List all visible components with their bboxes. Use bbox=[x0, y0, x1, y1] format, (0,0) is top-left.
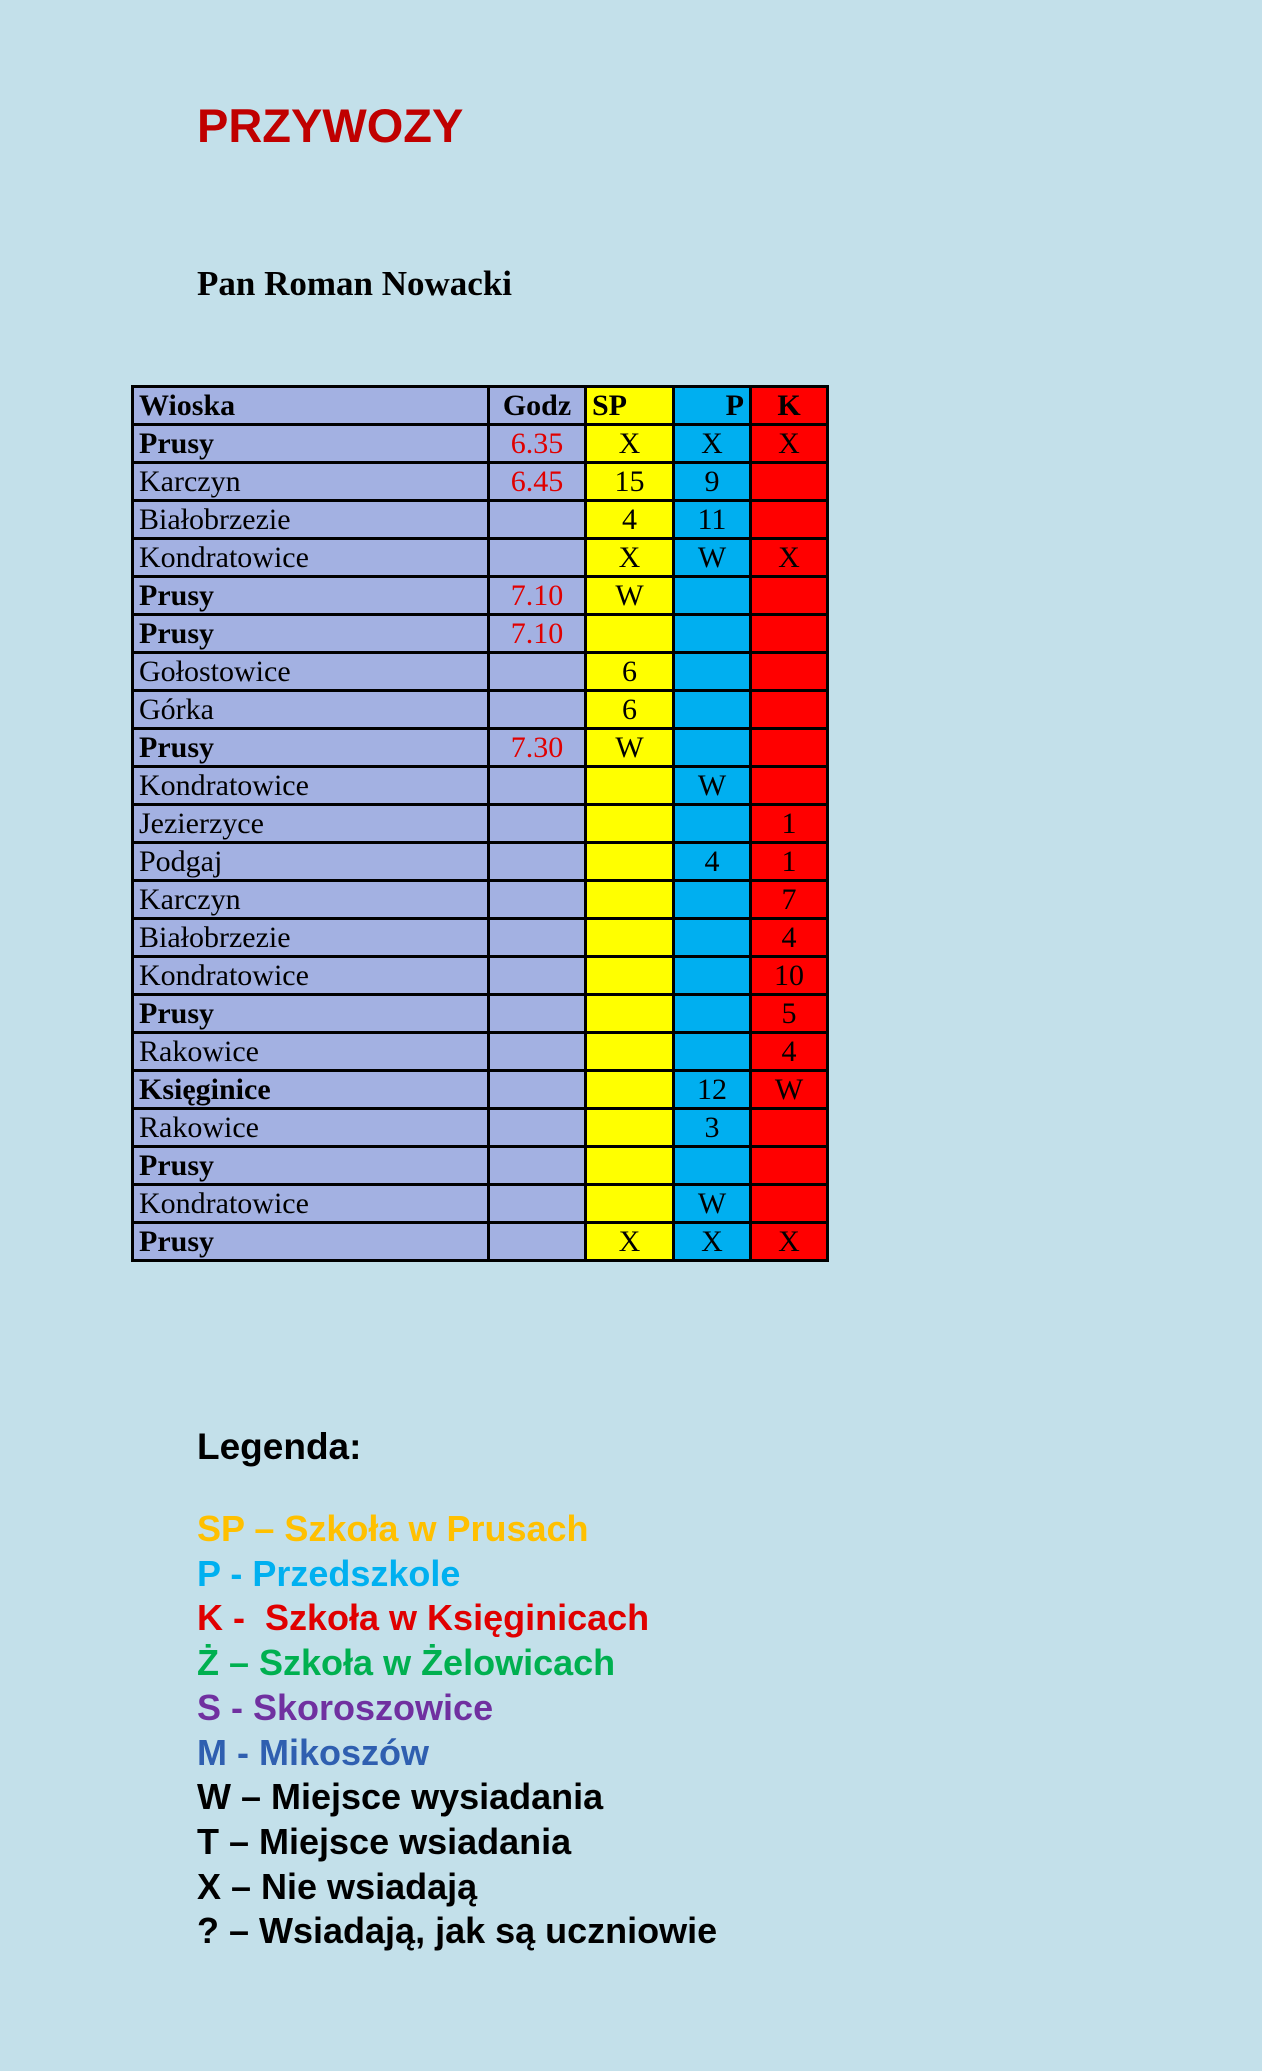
cell-wioska: Kondratowice bbox=[133, 1185, 489, 1223]
legend-item: P - Przedszkole bbox=[197, 1552, 461, 1594]
table-row bbox=[133, 767, 828, 805]
table-row bbox=[133, 881, 828, 919]
cell-wioska: Prusy bbox=[133, 1223, 489, 1261]
legend-item: M - Mikoszów bbox=[197, 1731, 429, 1773]
table-row bbox=[133, 1071, 828, 1109]
cell-godz: 7.30 bbox=[489, 729, 586, 767]
cell-godz: 6.35 bbox=[489, 425, 586, 463]
cell-wioska: Prusy bbox=[133, 577, 489, 615]
cell-godz bbox=[489, 1147, 586, 1185]
cell-p bbox=[674, 805, 751, 843]
table-row bbox=[133, 1033, 828, 1071]
legend-item: Ż – Szkoła w Żelowicach bbox=[197, 1642, 616, 1684]
cell-p bbox=[674, 729, 751, 767]
header-godz: Godz bbox=[489, 387, 586, 425]
cell-wioska: Rakowice bbox=[133, 1109, 489, 1147]
cell-godz bbox=[489, 767, 586, 805]
cell-wioska: Księginice bbox=[133, 1071, 489, 1109]
cell-sp bbox=[586, 843, 674, 881]
cell-sp: 6 bbox=[586, 691, 674, 729]
legend-item: W – Miejsce wysiadania bbox=[197, 1776, 604, 1818]
cell-wioska: Gołostowice bbox=[133, 653, 489, 691]
cell-k bbox=[751, 653, 828, 691]
cell-wioska: Jezierzyce bbox=[133, 805, 489, 843]
page-title: PRZYWOZY bbox=[197, 99, 464, 152]
cell-sp: X bbox=[586, 1223, 674, 1261]
cell-p bbox=[674, 653, 751, 691]
table-row bbox=[133, 957, 828, 995]
cell-sp bbox=[586, 1185, 674, 1223]
cell-k bbox=[751, 615, 828, 653]
cell-p bbox=[674, 1147, 751, 1185]
cell-wioska: Kondratowice bbox=[133, 957, 489, 995]
legend-item: SP – Szkoła w Prusach bbox=[197, 1508, 589, 1549]
cell-p bbox=[674, 615, 751, 653]
cell-sp bbox=[586, 957, 674, 995]
table-row bbox=[133, 843, 828, 881]
cell-godz bbox=[489, 653, 586, 691]
cell-p bbox=[674, 691, 751, 729]
cell-sp bbox=[586, 995, 674, 1033]
table-row bbox=[133, 995, 828, 1033]
cell-sp: 4 bbox=[586, 501, 674, 539]
cell-k: 1 bbox=[751, 805, 828, 843]
cell-p bbox=[674, 919, 751, 957]
cell-k bbox=[751, 1147, 828, 1185]
cell-sp: X bbox=[586, 539, 674, 577]
cell-k bbox=[751, 501, 828, 539]
cell-p: W bbox=[674, 539, 751, 577]
legend-item: X – Nie wsiadają bbox=[197, 1865, 478, 1907]
driver-name: Pan Roman Nowacki bbox=[197, 264, 513, 303]
legend-item: ? – Wsiadają, jak są uczniowie bbox=[197, 1910, 718, 1952]
cell-sp: W bbox=[586, 577, 674, 615]
cell-k: 4 bbox=[751, 919, 828, 957]
cell-sp: 15 bbox=[586, 463, 674, 501]
table-header-row bbox=[133, 387, 828, 425]
cell-k bbox=[751, 691, 828, 729]
cell-k bbox=[751, 463, 828, 501]
cell-p: W bbox=[674, 1185, 751, 1223]
cell-godz bbox=[489, 995, 586, 1033]
cell-k: 10 bbox=[751, 957, 828, 995]
cell-wioska: Karczyn bbox=[133, 881, 489, 919]
cell-sp: 6 bbox=[586, 653, 674, 691]
cell-sp bbox=[586, 1147, 674, 1185]
cell-p bbox=[674, 1033, 751, 1071]
cell-wioska: Białobrzezie bbox=[133, 501, 489, 539]
cell-godz bbox=[489, 957, 586, 995]
header-wioska: Wioska bbox=[133, 387, 489, 425]
cell-p: 3 bbox=[674, 1109, 751, 1147]
cell-godz: 6.45 bbox=[489, 463, 586, 501]
cell-sp: X bbox=[586, 425, 674, 463]
table-row bbox=[133, 501, 828, 539]
cell-k: X bbox=[751, 539, 828, 577]
cell-p: 12 bbox=[674, 1071, 751, 1109]
cell-k: W bbox=[751, 1071, 828, 1109]
legend-item: S - Skoroszowice bbox=[197, 1686, 494, 1728]
cell-wioska: Prusy bbox=[133, 615, 489, 653]
cell-p bbox=[674, 995, 751, 1033]
header-k: K bbox=[751, 387, 828, 425]
cell-p: 4 bbox=[674, 843, 751, 881]
cell-godz bbox=[489, 501, 586, 539]
cell-k: 7 bbox=[751, 881, 828, 919]
cell-sp bbox=[586, 1071, 674, 1109]
cell-p: 11 bbox=[674, 501, 751, 539]
cell-wioska: Rakowice bbox=[133, 1033, 489, 1071]
cell-p bbox=[674, 957, 751, 995]
cell-wioska: Prusy bbox=[133, 729, 489, 767]
cell-wioska: Prusy bbox=[133, 995, 489, 1033]
table-row bbox=[133, 805, 828, 843]
table-row bbox=[133, 425, 828, 463]
cell-godz bbox=[489, 843, 586, 881]
cell-k bbox=[751, 767, 828, 805]
cell-wioska: Karczyn bbox=[133, 463, 489, 501]
cell-k bbox=[751, 1185, 828, 1223]
cell-p bbox=[674, 577, 751, 615]
table-row bbox=[133, 577, 828, 615]
cell-wioska: Górka bbox=[133, 691, 489, 729]
table-row bbox=[133, 1185, 828, 1223]
cell-godz: 7.10 bbox=[489, 615, 586, 653]
table-row bbox=[133, 1147, 828, 1185]
cell-sp bbox=[586, 615, 674, 653]
cell-sp bbox=[586, 1109, 674, 1147]
cell-k bbox=[751, 1109, 828, 1147]
table-row bbox=[133, 1223, 828, 1261]
table-row bbox=[133, 691, 828, 729]
table-row bbox=[133, 463, 828, 501]
table-row bbox=[133, 615, 828, 653]
cell-godz bbox=[489, 1033, 586, 1071]
cell-godz bbox=[489, 539, 586, 577]
cell-godz bbox=[489, 1185, 586, 1223]
schedule-table bbox=[131, 385, 829, 1262]
cell-sp: W bbox=[586, 729, 674, 767]
cell-p: X bbox=[674, 425, 751, 463]
cell-sp bbox=[586, 805, 674, 843]
cell-k: X bbox=[751, 425, 828, 463]
table-row bbox=[133, 653, 828, 691]
cell-sp bbox=[586, 1033, 674, 1071]
cell-godz bbox=[489, 805, 586, 843]
legend-list bbox=[197, 1507, 717, 1954]
cell-k bbox=[751, 729, 828, 767]
cell-sp bbox=[586, 881, 674, 919]
cell-p: W bbox=[674, 767, 751, 805]
cell-godz bbox=[489, 1223, 586, 1261]
cell-k bbox=[751, 577, 828, 615]
cell-wioska: Kondratowice bbox=[133, 767, 489, 805]
cell-godz bbox=[489, 1071, 586, 1109]
table-row bbox=[133, 539, 828, 577]
cell-sp bbox=[586, 767, 674, 805]
cell-k: 4 bbox=[751, 1033, 828, 1071]
cell-godz bbox=[489, 691, 586, 729]
cell-godz: 7.10 bbox=[489, 577, 586, 615]
legend-item: K - Szkoła w Księginicach bbox=[197, 1597, 650, 1639]
cell-p bbox=[674, 881, 751, 919]
cell-k: 5 bbox=[751, 995, 828, 1033]
cell-wioska: Podgaj bbox=[133, 843, 489, 881]
cell-godz bbox=[489, 1109, 586, 1147]
cell-sp bbox=[586, 919, 674, 957]
legend-title: Legenda: bbox=[197, 1426, 362, 1467]
cell-wioska: Prusy bbox=[133, 425, 489, 463]
legend-item: T – Miejsce wsiadania bbox=[197, 1820, 572, 1862]
cell-wioska: Prusy bbox=[133, 1147, 489, 1185]
cell-godz bbox=[489, 881, 586, 919]
cell-k: 1 bbox=[751, 843, 828, 881]
cell-wioska: Kondratowice bbox=[133, 539, 489, 577]
cell-p: X bbox=[674, 1223, 751, 1261]
header-p: P bbox=[674, 387, 751, 425]
cell-k: X bbox=[751, 1223, 828, 1261]
cell-wioska: Białobrzezie bbox=[133, 919, 489, 957]
cell-godz bbox=[489, 919, 586, 957]
table-row bbox=[133, 1109, 828, 1147]
table-row bbox=[133, 729, 828, 767]
cell-p: 9 bbox=[674, 463, 751, 501]
header-sp: SP bbox=[586, 387, 674, 425]
table-row bbox=[133, 919, 828, 957]
